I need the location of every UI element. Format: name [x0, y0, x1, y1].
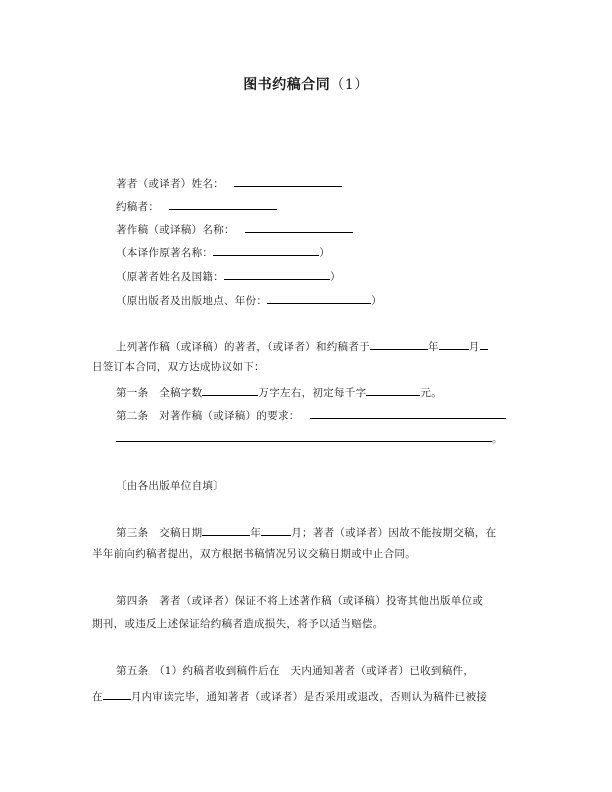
article-3-text-3: 半年前向约稿者提出，双方根据书稿情况另议交稿日期或中止合同。: [92, 548, 416, 560]
article-4: [116, 594, 483, 608]
original-title-label: （本译作原著名称：: [116, 247, 214, 259]
rate-blank[interactable]: [366, 384, 420, 396]
original-publisher-line: [116, 292, 382, 308]
year-label: 年: [250, 527, 262, 539]
article-5-text: 第五条 （1）约稿者收到稿件后在 天内通知著者（或译者）已收到稿件，: [116, 665, 475, 677]
work-name-label: 著作稿（或译稿）名称：: [116, 224, 235, 236]
review-months-blank[interactable]: [103, 688, 131, 700]
intro-text: 上列著作稿（或译稿）的著者，（或译者）和约稿者于: [116, 341, 370, 353]
original-title-line: [116, 244, 330, 260]
period: 。: [492, 433, 503, 445]
close-paren: ）: [371, 295, 383, 307]
article-5-text-2: 月内审读完毕，通知著者（或译者）是否采用或退改，否则认为稿件已被接: [130, 691, 488, 703]
original-author-label: （原著者姓名及国籍：: [116, 271, 224, 283]
article-1: [116, 384, 442, 400]
article-2-text: 第二条 对著作稿（或译稿）的要求：: [116, 410, 300, 422]
sign-month-blank[interactable]: [439, 338, 469, 350]
requirement-blank-2[interactable]: [116, 430, 492, 442]
close-paren: ）: [319, 247, 331, 259]
intro-line-1: [116, 338, 488, 354]
title-text: 图书约稿合同: [243, 77, 331, 93]
article-3: [116, 524, 496, 540]
intro-line-2: [92, 360, 265, 374]
author-name-label: 著者（或译者）姓名：: [116, 178, 224, 190]
delivery-month-blank[interactable]: [261, 524, 291, 536]
requirement-blank-1[interactable]: [310, 407, 506, 419]
article-1-text-2: 万字左右，初定每千字: [258, 387, 367, 399]
original-title-blank[interactable]: [213, 244, 319, 256]
article-3-continued: [92, 547, 416, 561]
article-3-text-2: 月；著者（或译者）因故不能按期交稿，在: [291, 527, 497, 539]
original-author-line: [116, 268, 341, 284]
intro-text-2: 日签订本合同，双方达成协议如下：: [92, 361, 265, 373]
publisher-note: [116, 479, 224, 493]
year-label: 年: [427, 341, 439, 353]
article-3-text: 第三条 交稿日期: [116, 527, 203, 539]
month-label: 月: [468, 341, 480, 353]
article-5: [116, 664, 474, 678]
article-5-continued: [92, 688, 487, 704]
author-name-line: [116, 175, 342, 191]
article-2-continued: [116, 430, 503, 446]
article-4-continued: [92, 617, 384, 631]
title-number: （1）: [330, 77, 369, 93]
original-publisher-label: （原出版者及出版地点、年份：: [116, 295, 268, 307]
article-1-text-3: 元。: [420, 387, 443, 399]
article-4-text-2: 期刊，或违反上述保证给约稿者造成损失，将予以适当赔偿。: [92, 618, 384, 630]
publisher-note-text: 〔由各出版单位自填〕: [116, 480, 224, 492]
word-count-blank[interactable]: [202, 384, 258, 396]
work-name-blank[interactable]: [245, 221, 353, 233]
article-5-prefix: 在: [92, 691, 103, 703]
author-name-blank[interactable]: [234, 175, 342, 187]
commissioner-label: 约稿者：: [116, 201, 160, 213]
article-2: [116, 407, 506, 423]
close-paren: ）: [330, 271, 341, 283]
sign-year-blank[interactable]: [370, 338, 428, 350]
work-name-line: [116, 221, 353, 237]
commissioner-blank[interactable]: [169, 198, 277, 210]
delivery-year-blank[interactable]: [202, 524, 250, 536]
original-author-blank[interactable]: [224, 268, 330, 280]
article-1-text: 第一条 全稿字数: [116, 387, 203, 399]
article-4-text: 第四条 著者（或译者）保证不将上述著作稿（或译稿）投寄其他出版单位或: [116, 595, 484, 607]
sign-day-blank[interactable]: [480, 338, 488, 350]
document-title: [0, 74, 612, 94]
commissioner-line: [116, 198, 277, 214]
original-publisher-blank[interactable]: [267, 292, 371, 304]
